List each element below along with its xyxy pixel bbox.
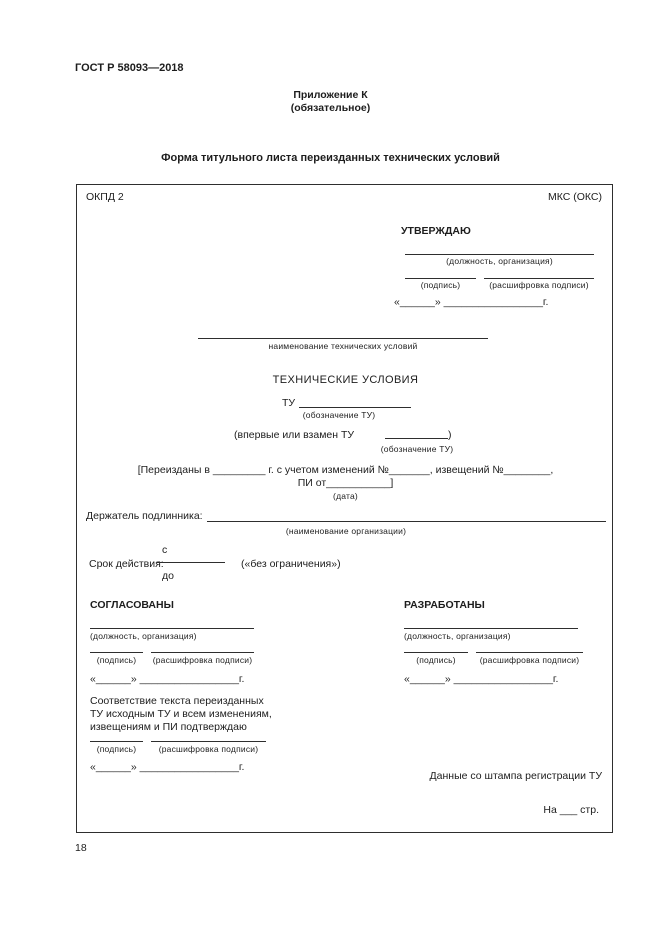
- conformity-signature-line: [90, 728, 143, 742]
- tu-designation-line: [299, 392, 411, 408]
- tu-designation-label: (обозначение ТУ): [302, 410, 376, 420]
- agreed-signature-decode-label: (расшифровка подписи): [152, 655, 253, 665]
- holder-row: [86, 510, 606, 522]
- validity-from: с: [162, 544, 168, 556]
- reissue-date-label: (дата): [333, 491, 358, 501]
- holder-org-label: (наименование организации): [285, 526, 407, 536]
- agreed-position-label: (должность, организация): [90, 631, 197, 641]
- agreed-signature-decode-line: [151, 639, 254, 653]
- agreed-date-row: «______» _________________г.: [90, 673, 245, 685]
- conformity-date-row: «______» _________________г.: [90, 761, 245, 773]
- developed-position-label: (должность, организация): [404, 631, 511, 641]
- tu-name-line: [198, 324, 488, 339]
- approve-signature-decode-label: (расшифровка подписи): [489, 280, 589, 290]
- conformity-signature-decode-label: (расшифровка подписи): [158, 744, 259, 754]
- conformity-line-2: ТУ исходным ТУ и всем изменениям,: [90, 708, 272, 720]
- conformity-signature-decode-line: [151, 728, 266, 742]
- agreed-heading: СОГЛАСОВАНЫ: [90, 599, 174, 611]
- conformity-line-1: Соответствие текста переизданных: [90, 695, 264, 707]
- conformity-signature-label: (подпись): [96, 744, 137, 754]
- annex-kind: (обязательное): [290, 102, 371, 114]
- developed-signature-line: [404, 639, 468, 653]
- registration-stamp-note: Данные со штампа регистрации ТУ: [429, 770, 602, 782]
- tu-name-label: наименование технических условий: [268, 341, 418, 351]
- first-or-replace-line: [385, 424, 448, 439]
- approve-signature-line: [405, 264, 476, 279]
- first-or-replace-open: (впервые или взамен ТУ: [234, 429, 355, 441]
- annex-heading: Приложение К: [293, 89, 368, 101]
- approve-signature-label: (подпись): [420, 280, 461, 290]
- approve-heading: УТВЕРЖДАЮ: [401, 225, 471, 237]
- developed-signature-label: (подпись): [416, 655, 456, 665]
- standard-designation: ГОСТ Р 58093—2018: [75, 62, 184, 74]
- reissue-line-2: ПИ от___________]: [297, 477, 394, 489]
- validity-label: Срок действия:: [89, 558, 164, 570]
- form-title: Форма титульного листа переизданных технических условий: [161, 152, 500, 164]
- validity-to: до: [162, 570, 174, 582]
- developed-signature-decode-line: [476, 639, 583, 653]
- approve-signature-decode-line: [484, 264, 594, 279]
- holder-line: [207, 510, 606, 522]
- first-or-replace-close: ): [448, 429, 452, 441]
- approve-date-row: «______» _________________г.: [394, 296, 549, 308]
- developed-position-line: [404, 615, 578, 629]
- agreed-signature-label: (подпись): [96, 655, 137, 665]
- developed-signature-decode-label: (расшифровка подписи): [479, 655, 580, 665]
- first-or-replace-designation-label: (обозначение ТУ): [380, 444, 454, 454]
- tu-prefix: ТУ: [282, 397, 296, 409]
- conformity-line-3: извещениям и ПИ подтверждаю: [90, 721, 247, 733]
- holder-label: Держатель подлинника:: [86, 510, 203, 522]
- reissue-line-1: [Переизданы в _________ г. с учетом изменений №_______, извещений №________,: [137, 464, 554, 476]
- developed-heading: РАЗРАБОТАНЫ: [404, 599, 485, 611]
- page-number: 18: [75, 842, 87, 854]
- pages-count-note: На ___ стр.: [543, 804, 599, 816]
- okpd2-code: ОКПД 2: [86, 191, 124, 203]
- developed-date-row: «______» _________________г.: [404, 673, 559, 685]
- agreed-signature-line: [90, 639, 143, 653]
- tu-heading: ТЕХНИЧЕСКИЕ УСЛОВИЯ: [272, 374, 419, 386]
- approve-position-line: [405, 240, 594, 255]
- approve-position-label: (должность, организация): [446, 256, 553, 266]
- validity-no-limit-note: («без ограничения»): [241, 558, 341, 570]
- agreed-position-line: [90, 615, 254, 629]
- validity-line: [157, 554, 225, 563]
- form-box: [76, 184, 613, 833]
- mks-oks-code: МКС (ОКС): [548, 191, 602, 203]
